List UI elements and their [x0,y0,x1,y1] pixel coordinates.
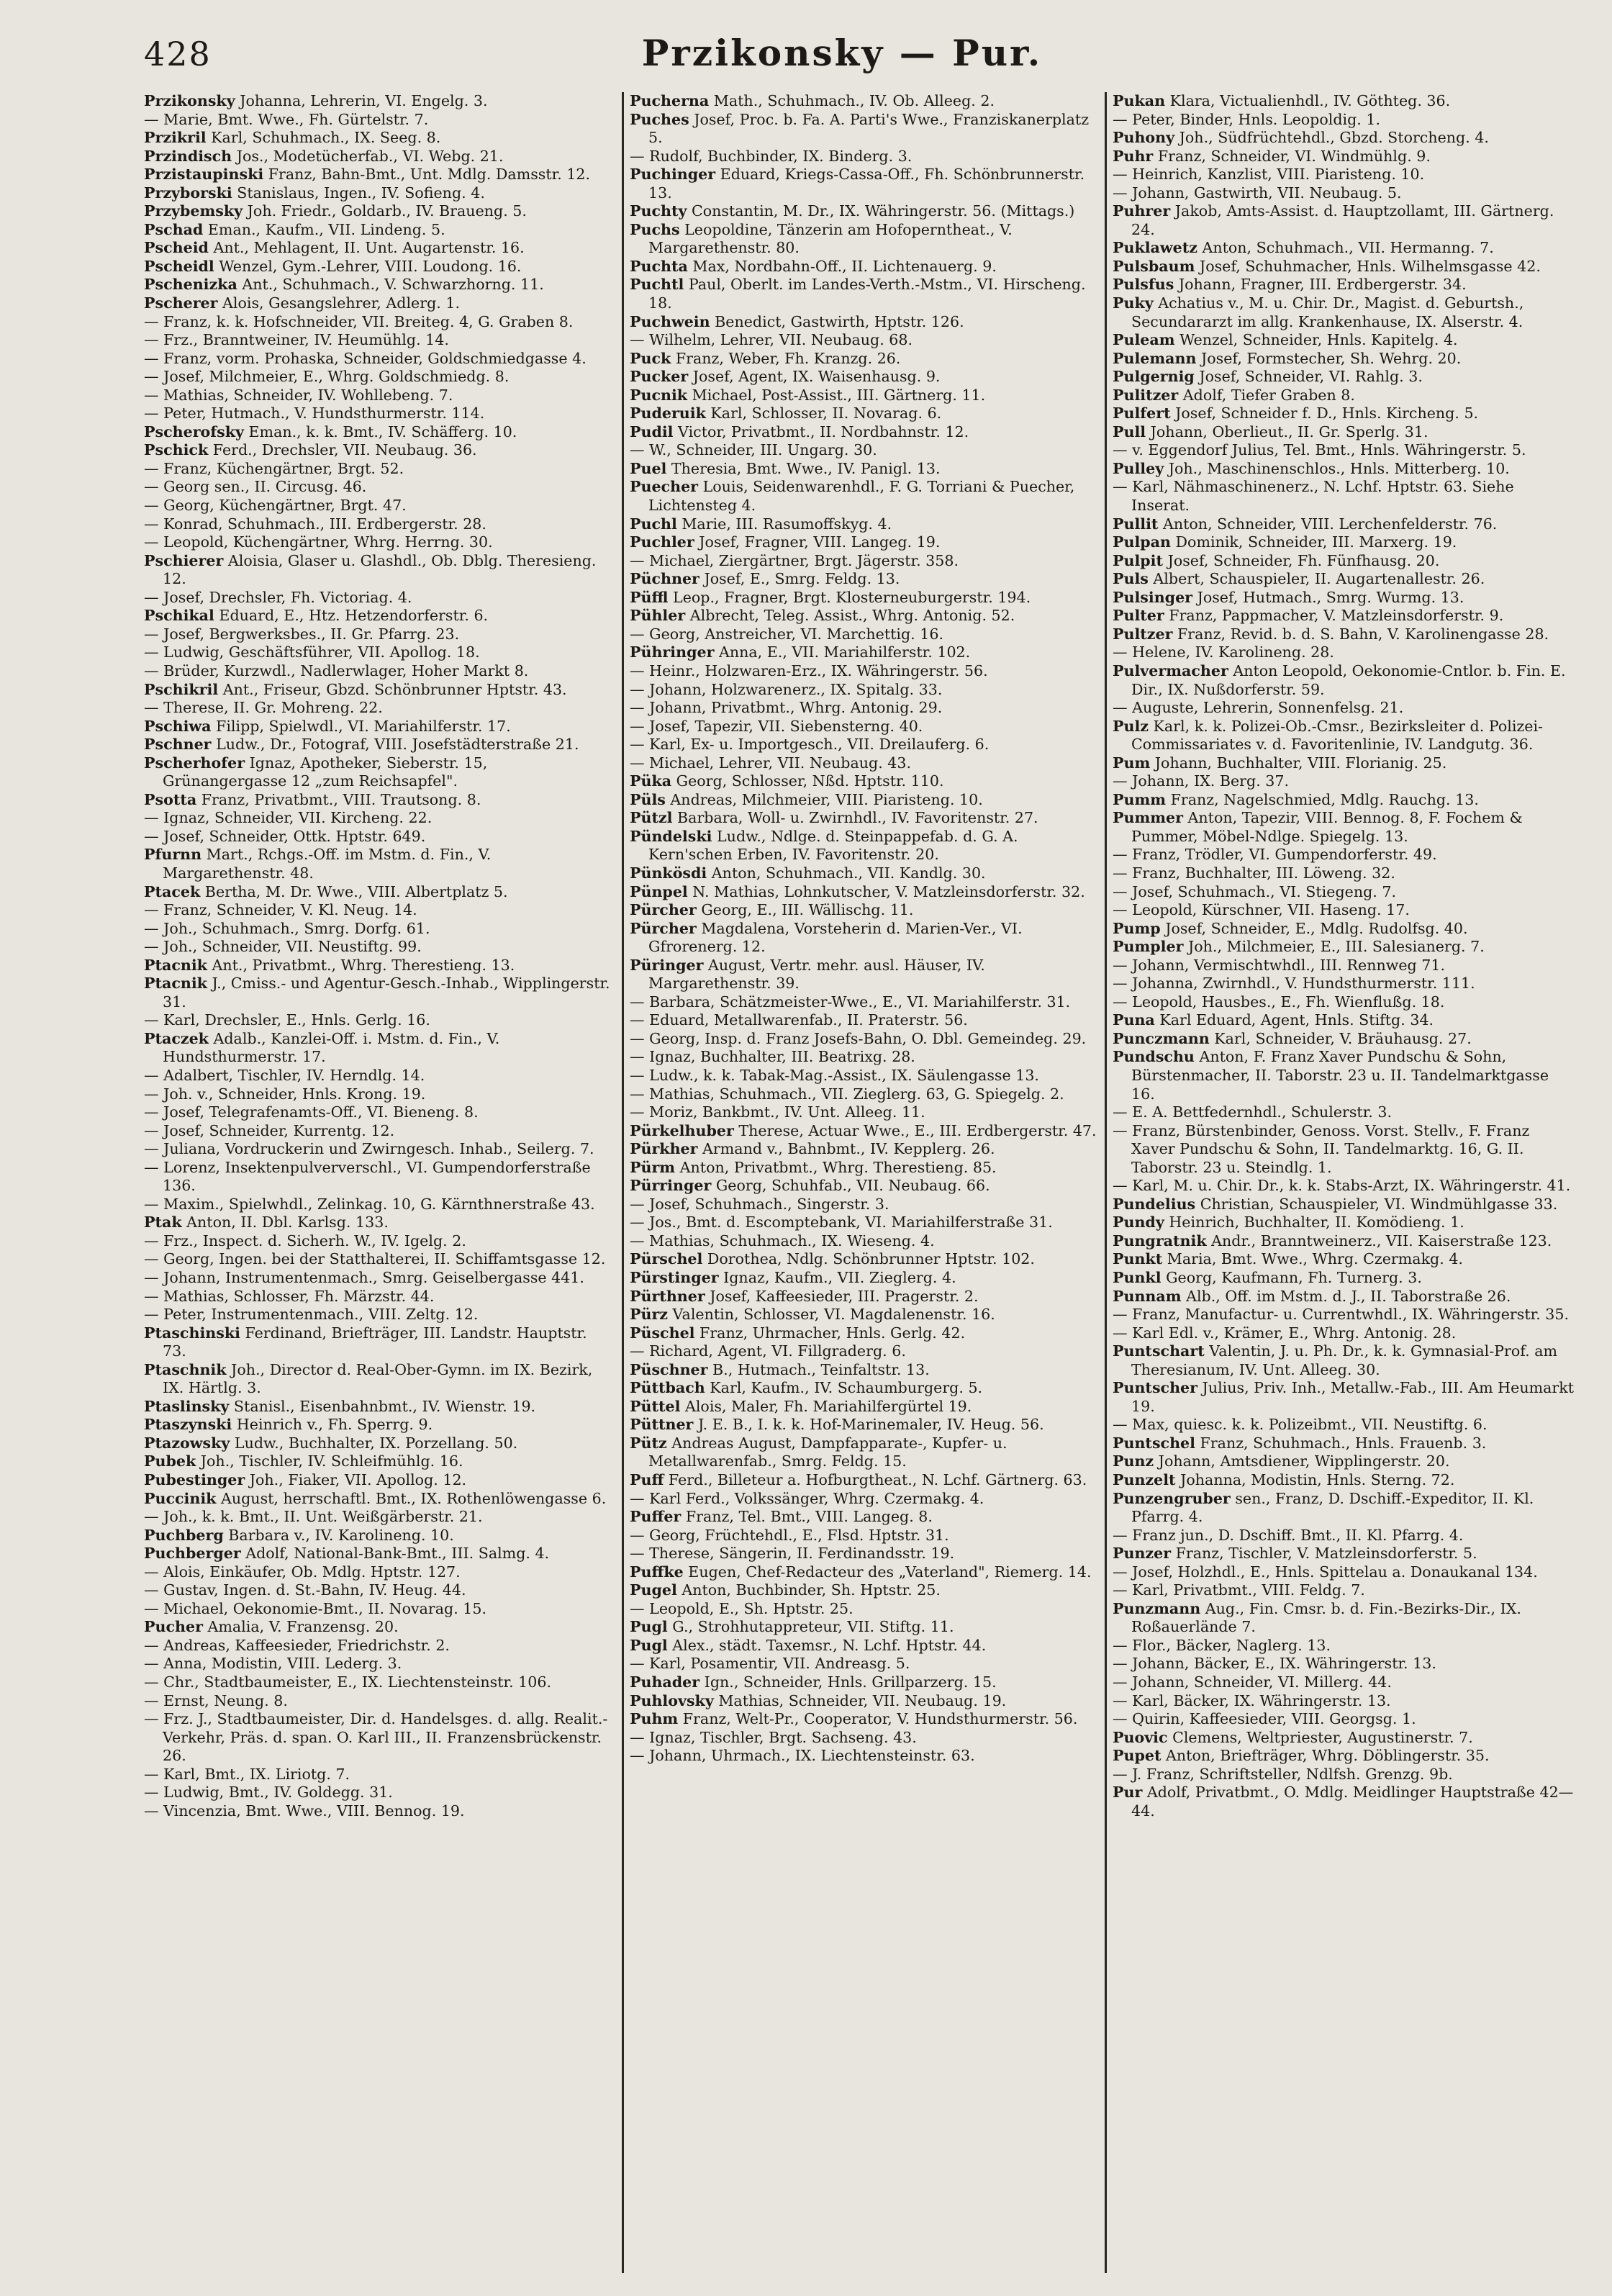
directory-entry: Ptacnik J., Cmiss.- und Agentur-Gesch.-Inhab., Wipplingerstr. 31. [144,975,610,1011]
directory-entry: — Frz., Inspect. d. Sicherh. W., IV. Igelg. 2. [144,1231,466,1249]
directory-entry: Puhony Joh., Südfrüchtehdl., Gbzd. Storcheng. 4. [1113,129,1489,147]
directory-entry: Pscherofsky Eman., k. k. Bmt., IV. Schäfferg. 10. [144,422,517,440]
directory-entry: Ptaszynski Heinrich v., Fh. Sperrg. 9. [144,1416,433,1434]
directory-entry: Pscheidl Wenzel, Gym.-Lehrer, VIII. Loudong. 16. [144,257,522,275]
directory-entry: Puffke Eugen, Chef-Redacteur des „Vaterland", Riemerg. 14. [630,1563,1092,1581]
directory-entry: — Karl, Privatbmt., VIII. Feldg. 7. [1113,1581,1365,1599]
directory-entry: — Jos., Bmt. d. Escomptebank, VI. Mariahilferstraße 31. [630,1213,1053,1231]
directory-entry: Punkl Georg, Kaufmann, Fh. Turnerg. 3. [1113,1269,1422,1286]
directory-entry: Punz Johann, Amtsdiener, Wipplingerstr. 20. [1113,1452,1450,1470]
directory-entry: — Josef, Schuhmach., Singerstr. 3. [630,1195,889,1213]
directory-entry: — Karl, Posamentir, VII. Andreasg. 5. [630,1655,910,1673]
directory-entry: — Johann, Gastwirth, VII. Neubaug. 5. [1113,184,1402,202]
directory-entry: — Josef, Telegrafenamts-Off., VI. Bieneng. 8. [144,1103,479,1121]
directory-entry: — Leopold, Hausbes., E., Fh. Wienflußg. 18. [1113,993,1445,1011]
directory-entry: — Karl, Bäcker, IX. Währingerstr. 13. [1113,1691,1391,1709]
directory-entry: Pschick Ferd., Drechsler, VII. Neubaug. 36. [144,441,477,459]
directory-entry: — Johann, Uhrmach., IX. Liechtensteinstr. 63. [630,1747,975,1765]
directory-entry: — Barbara, Schätzmeister-Wwe., E., VI. Mariahilferstr. 31. [630,993,1071,1011]
directory-entry: — Joh., Schuhmach., Smrg. Dorfg. 61. [144,919,430,937]
directory-entry: Pumpler Joh., Milchmeier, E., III. Salesianerg. 7. [1113,938,1485,956]
directory-entry: — Franz jun., D. Dschiff. Bmt., II. Kl. Pfarrg. 4. [1113,1526,1464,1544]
directory-entry: — Andreas, Kaffeesieder, Friedrichstr. 2. [144,1636,450,1654]
directory-entry: — Richard, Agent, VI. Fillgraderg. 6. [630,1342,906,1360]
directory-entry: Puches Josef, Proc. b. Fa. A. Parti's Wwe., Franziskanerplatz 5. [630,110,1090,147]
directory-entry: — Josef, Tapezir, VII. Siebensterng. 40. [630,717,923,735]
directory-entry: Puchtl Paul, Oberlt. im Landes-Verth.-Mstm., VI. Hirscheng. 18. [630,276,1086,312]
directory-column-right [1105,92,1576,2273]
directory-entry: Pummer Anton, Tapezir, VIII. Bennog. 8, F. Fochem & Pummer, Möbel-Ndlge. Spiegelg. 13. [1113,809,1523,845]
directory-entry: — Mathias, Schuhmach., VII. Zieglerg. 63, G. Spiegelg. 2. [630,1085,1064,1103]
directory-entry: — Leopold, E., Sh. Hptstr. 25. [630,1599,853,1617]
directory-entry: — Gustav, Ingen. d. St.-Bahn, IV. Heug. 44. [144,1581,466,1599]
directory-entry: — Alois, Einkäufer, Ob. Mdlg. Hptstr. 127. [144,1563,461,1581]
directory-entry: Pucherna Math., Schuhmach., IV. Ob. Alleeg. 2. [630,92,995,109]
directory-entry: Ptaschinski Ferdinand, Briefträger, III. Landstr. Hauptstr. 73. [144,1324,587,1360]
directory-entry: Puovic Clemens, Weltpriester, Augustinerstr. 7. [1113,1728,1473,1746]
directory-entry: Puffer Franz, Tel. Bmt., VIII. Langeg. 8. [630,1508,933,1526]
directory-entry: Puna Karl Eduard, Agent, Hnls. Stiftg. 34. [1113,1011,1434,1029]
directory-column-left [144,92,615,2273]
directory-entry: Püringer August, Vertr. mehr. ausl. Häuser, IV. Margarethenstr. 39. [630,956,985,993]
directory-entry: — Karl Ferd., Volkssänger, Whrg. Czermakg. 4. [630,1489,984,1507]
directory-entry: — Georg, Küchengärtner, Brgt. 47. [144,497,407,515]
directory-entry: — Marie, Bmt. Wwe., Fh. Gürtelstr. 7. [144,110,429,128]
directory-entry: Pultzer Franz, Revid. b. d. S. Bahn, V. Karolinengasse 28. [1113,625,1549,643]
directory-entry: — Johann, IX. Berg. 37. [1113,772,1290,790]
directory-entry: Puchl Marie, III. Rasumoffskyg. 4. [630,515,892,533]
directory-entry: — Johann, Bäcker, E., IX. Währingerstr. 13. [1113,1655,1436,1673]
directory-entry: Pürz Valentin, Schlosser, VI. Magdalenenstr. 16. [630,1306,995,1324]
directory-entry: — Brüder, Kurzwdl., Nadlerwlager, Hoher Markt 8. [144,661,529,679]
directory-entry: Pulsinger Josef, Hutmach., Smrg. Wurmg. 13. [1113,588,1464,606]
directory-entry: Punnam Alb., Off. im Mstm. d. J., II. Taborstraße 26. [1113,1287,1511,1305]
directory-entry: Ptaczek Adalb., Kanzlei-Off. i. Mstm. d. Fin., V. Hundsthurmerstr. 17. [144,1029,500,1066]
directory-entry: Pugel Anton, Buchbinder, Sh. Hptstr. 25. [630,1581,941,1599]
directory-column-middle [622,92,1098,2273]
directory-entry: — Josef, Schneider, Ottk. Hptstr. 649. [144,827,426,845]
directory-entry: Puchty Constantin, M. Dr., IX. Währingerstr. 56. (Mittags.) [630,202,1075,220]
directory-entry: — Josef, Milchmeier, E., Whrg. Goldschmiedg. 8. [144,368,510,386]
directory-entry: Puntschel Franz, Schuhmach., Hnls. Frauenb. 3. [1113,1434,1487,1452]
directory-entry: — Josef, Bergwerksbes., II. Gr. Pfarrg. 23. [144,625,460,643]
directory-entry: — Leopold, Kürschner, VII. Haseng. 17. [1113,901,1410,919]
directory-entry: Pürschel Dorothea, Ndlg. Schönbrunner Hptstr. 102. [630,1250,1035,1268]
directory-entry: Pupet Anton, Briefträger, Whrg. Döblingerstr. 35. [1113,1747,1490,1765]
directory-entry: — Michael, Ziergärtner, Brgt. Jägerstr. 358. [630,551,959,569]
directory-entry: — Karl, M. u. Chir. Dr., k. k. Stabs-Arzt, IX. Währingerstr. 41. [1113,1177,1571,1195]
directory-entry: Pschiwa Filipp, Spielwdl., VI. Mariahilferstr. 17. [144,717,511,735]
page-number: 428 [144,35,212,73]
directory-entry: Püka Georg, Schlosser, Nßd. Hptstr. 110. [630,772,944,790]
directory-entry: Pulsfus Johann, Fragner, III. Erdbergerstr. 34. [1113,276,1467,294]
directory-entry: — Juliana, Vordruckerin und Zwirngesch. Inhab., Seilerg. 7. [144,1140,594,1158]
directory-entry: — Karl, Ex- u. Importgesch., VII. Dreilauferg. 6. [630,736,990,754]
directory-entry: Pschierer Aloisia, Glaser u. Glashdl., Ob. Dblg. Theresieng. 12. [144,551,597,588]
directory-entry: Pschenizka Ant., Schuhmach., V. Schwarzhorng. 11. [144,276,544,294]
directory-entry: — Maxim., Spielwhdl., Zelinkag. 10, G. Kärnthnerstraße 43. [144,1195,595,1213]
directory-entry: — Konrad, Schuhmach., III. Erdbergerstr. 28. [144,515,486,533]
directory-entry: Pubek Joh., Tischler, IV. Schleifmühlg. 16. [144,1452,463,1470]
directory-entry: Przybemsky Joh. Friedr., Goldarb., IV. Braueng. 5. [144,202,527,220]
directory-entry: — Therese, II. Gr. Mohreng. 22. [144,699,383,717]
directory-entry: Püchner Josef, E., Smrg. Feldg. 13. [630,570,900,588]
directory-entry: Pulvermacher Anton Leopold, Oekonomie-Cntlor. b. Fin. E. Dir., IX. Nußdorferstr. 59. [1113,661,1566,698]
directory-entry: Puchinger Eduard, Kriegs-Cassa-Off., Fh. Schönbrunnerstr. 13. [630,166,1085,202]
directory-entry: — Max, quiesc. k. k. Polizeibmt., VII. Neustiftg. 6. [1113,1416,1488,1434]
directory-entry: — Frz., Branntweiner, IV. Heumühlg. 14. [144,331,449,349]
directory-entry: — Eduard, Metallwarenfab., II. Praterstr. 56. [630,1011,968,1029]
directory-entry: Ptak Anton, II. Dbl. Karlsg. 133. [144,1213,389,1231]
directory-entry: — Peter, Binder, Hnls. Leopoldig. 1. [1113,110,1381,128]
directory-entry: Puchberg Barbara v., IV. Karolineng. 10. [144,1526,454,1544]
directory-entry: Przikril Karl, Schuhmach., IX. Seeg. 8. [144,129,441,147]
directory-entry: Punzengruber sen., Franz, D. Dschiff.-Expeditor, II. Kl. Pfarrg. 4. [1113,1489,1534,1526]
directory-entry: Pumm Franz, Nagelschmied, Mdlg. Rauchg. 13. [1113,790,1479,808]
directory-entry: — Ignaz, Tischler, Brgt. Sachseng. 43. [630,1728,917,1746]
directory-entry: Puhader Ign., Schneider, Hnls. Grillparzerg. 15. [630,1673,997,1691]
directory-entry: Püttel Alois, Maler, Fh. Mariahilfergürtel 19. [630,1397,972,1415]
directory-entry: Przistaupinski Franz, Bahn-Bmt., Unt. Mdlg. Damsstr. 12. [144,166,591,184]
directory-entry: — Johann, Holzwarenerz., IX. Spitalg. 33. [630,680,943,698]
directory-entry: — Rudolf, Buchbinder, IX. Binderg. 3. [630,147,913,165]
directory-entry: Puchta Max, Nordbahn-Off., II. Lichtenauerg. 9. [630,257,997,275]
directory-entry: — Georg sen., II. Circusg. 46. [144,478,367,496]
directory-entry: — Moriz, Bankbmt., IV. Unt. Alleeg. 11. [630,1103,925,1121]
directory-entry: Punczmann Karl, Schneider, V. Bräuhausg. 27. [1113,1029,1472,1047]
directory-entry: Pulz Karl, k. k. Polizei-Ob.-Cmsr., Bezirksleiter d. Polizei-Commissariates v. d. Favoritenlinie, IV. Landgutg. 36. [1113,717,1543,754]
directory-entry: Pürthner Josef, Kaffeesieder, III. Pragerstr. 2. [630,1287,979,1305]
directory-entry: Pullit Anton, Schneider, VIII. Lerchenfelderstr. 76. [1113,515,1498,533]
directory-entry: Pündelski Ludw., Ndlge. d. Steinpappefab. d. G. A. Kern'schen Erben, IV. Favoritenstr. 20. [630,827,1018,864]
directory-entry: Puls Albert, Schauspieler, II. Augartenallestr. 26. [1113,570,1485,588]
directory-entry: Pugl G., Strohhutappreteur, VII. Stiftg. 11. [630,1618,954,1636]
directory-entry: — Frz. J., Stadtbaumeister, Dir. d. Handelsges. d. allg. Realit.-Verkehr, Präs. d. span. O. Karl III., II. Franzensbrückenstr. 26. [144,1710,608,1765]
directory-entry: — Franz, Trödler, VI. Gumpendorferstr. 49. [1113,846,1437,864]
directory-entry: Punkt Maria, Bmt. Wwe., Whrg. Czermakg. 4. [1113,1250,1463,1268]
directory-entry: Pull Johann, Oberlieut., II. Gr. Sperlg. 31. [1113,422,1428,440]
directory-entry: Pützl Barbara, Woll- u. Zwirnhdl., IV. Favoritenstr. 27. [630,809,1038,827]
directory-entry: Puecher Louis, Seidenwarenhdl., F. G. Torriani & Puecher, Lichtensteg 4. [630,478,1075,515]
directory-columns [144,92,1576,2273]
directory-entry: Pulter Franz, Pappmacher, V. Matzleinsdorferstr. 9. [1113,607,1504,625]
directory-entry: Pütz Andreas August, Dampfapparate-, Kupfer- u. Metallwarenfab., Smrg. Feldg. 15. [630,1434,1008,1470]
directory-entry: Punzer Franz, Tischler, V. Matzleinsdorferstr. 5. [1113,1545,1477,1563]
directory-entry: — Karl, Drechsler, E., Hnls. Gerlg. 16. [144,1011,430,1029]
directory-entry: — Karl, Bmt., IX. Liriotg. 7. [144,1765,350,1783]
directory-entry: Pürcher Magdalena, Vorsteherin d. Marien-Ver., VI. Gfrorenerg. 12. [630,919,1023,956]
directory-entry: Puchwein Benedict, Gastwirth, Hptstr. 126. [630,312,964,330]
directory-entry: Pulitzer Adolf, Tiefer Graben 8. [1113,386,1355,404]
directory-entry: Puderuik Karl, Schlosser, II. Novarag. 6. [630,404,942,422]
directory-entry: — Joh., Schneider, VII. Neustiftg. 99. [144,938,422,956]
directory-entry: Pschner Ludw., Dr., Fotograf, VIII. Josefstädterstraße 21. [144,736,579,754]
directory-entry: Pudil Victor, Privatbmt., II. Nordbahnstr. 12. [630,422,969,440]
directory-entry: — Chr., Stadtbaumeister, E., IX. Liechtensteinstr. 106. [144,1673,552,1691]
directory-entry: — Wilhelm, Lehrer, VII. Neubaug. 68. [630,331,913,349]
directory-entry: Püttbach Karl, Kaufm., IV. Schaumburgerg. 5. [630,1379,983,1397]
directory-entry: Püffl Leop., Fragner, Brgt. Klosterneuburgerstr. 194. [630,588,1031,606]
directory-entry: Pulpan Dominik, Schneider, III. Marxerg. 19. [1113,533,1457,551]
directory-entry: — Ludwig, Geschäftsführer, VII. Apollog. 18. [144,643,480,661]
directory-entry: Pünpel N. Mathias, Lohnkutscher, V. Matzleinsdorferstr. 32. [630,882,1085,900]
directory-entry: Puchler Josef, Fragner, VIII. Langeg. 19. [630,533,941,551]
directory-entry: — Johann, Instrumentenmach., Smrg. Geiselbergasse 441. [144,1269,584,1286]
directory-entry: — Lorenz, Insektenpulververschl., VI. Gumpendorferstraße 136. [144,1158,591,1195]
directory-entry: — Ignaz, Buchhalter, III. Beatrixg. 28. [630,1048,915,1066]
directory-entry: Pschikal Eduard, E., Htz. Hetzendorferstr. 6. [144,607,489,625]
directory-entry: Puhm Franz, Welt-Pr., Cooperator, V. Hundsthurmerstr. 56. [630,1710,1078,1728]
directory-entry: Pucker Josef, Agent, IX. Waisenhausg. 9. [630,368,941,386]
directory-entry: — Johanna, Zwirnhdl., V. Hundsthurmerstr. 111. [1113,975,1475,993]
directory-entry: Punzelt Johanna, Modistin, Hnls. Sterng. 72. [1113,1471,1455,1489]
directory-entry: — Franz, vorm. Prohaska, Schneider, Goldschmiedgasse 4. [144,349,587,367]
directory-entry: — Auguste, Lehrerin, Sonnenfelsg. 21. [1113,699,1404,717]
directory-entry: — Mathias, Schlosser, Fh. Märzstr. 44. [144,1287,435,1305]
directory-entry: Pundschu Anton, F. Franz Xaver Pundschu & Sohn, Bürstenmacher, II. Taborstr. 23 u. II. Tandelmarktgasse 16. [1113,1048,1549,1103]
directory-entry: Puhrer Jakob, Amts-Assist. d. Hauptzollamt, III. Gärtnerg. 24. [1113,202,1554,238]
directory-entry: — Adalbert, Tischler, IV. Herndlg. 14. [144,1066,425,1084]
directory-entry: Pürm Anton, Privatbmt., Whrg. Therestieng. 85. [630,1158,997,1176]
directory-entry: — v. Eggendorf Julius, Tel. Bmt., Hnls. Währingerstr. 5. [1113,441,1526,459]
directory-entry: — Mathias, Schuhmach., IX. Wieseng. 4. [630,1231,935,1249]
directory-entry: Pünkösdi Anton, Schuhmach., VII. Kandlg. 30. [630,864,986,882]
directory-entry: — Joh., k. k. Bmt., II. Unt. Weißgärberstr. 21. [144,1508,483,1526]
directory-entry: — Ludw., k. k. Tabak-Mag.-Assist., IX. Säulengasse 13. [630,1066,1039,1084]
directory-entry: Pucnik Michael, Post-Assist., III. Gärtnerg. 11. [630,386,986,404]
directory-entry: Puhlovsky Mathias, Schneider, VII. Neubaug. 19. [630,1691,1007,1709]
directory-entry: Puleam Wenzel, Schneider, Hnls. Kapitelg. 4. [1113,331,1458,349]
directory-entry: — Anna, Modistin, VIII. Lederg. 3. [144,1655,402,1673]
directory-entry: Puntscher Julius, Priv. Inh., Metallw.-Fab., III. Am Heumarkt 19. [1113,1379,1574,1415]
directory-entry: Püschel Franz, Uhrmacher, Hnls. Gerlg. 42. [630,1324,966,1342]
directory-entry: — Heinr., Holzwaren-Erz., IX. Währingerstr. 56. [630,661,988,679]
directory-entry: Przikonsky Johanna, Lehrerin, VI. Engelg. 3. [144,92,488,109]
directory-entry: — Michael, Lehrer, VII. Neubaug. 43. [630,754,912,772]
directory-entry: Psotta Franz, Privatbmt., VIII. Trautsong. 8. [144,790,481,808]
directory-entry: Pscheid Ant., Mehlagent, II. Unt. Augartenstr. 16. [144,239,525,257]
directory-entry: Pfurnn Mart., Rchgs.-Off. im Mstm. d. Fin., V. Margarethenstr. 48. [144,846,492,882]
directory-entry: Pulfert Josef, Schneider f. D., Hnls. Kircheng. 5. [1113,404,1479,422]
directory-entry: Puff Ferd., Billeteur a. Hofburgtheat., N. Lchf. Gärtnerg. 63. [630,1471,1087,1489]
directory-entry: — Franz, Bürstenbinder, Genoss. Vorst. Stellv., F. Franz Xaver Pundschu & Sohn, II. Tandelmarktg. 16, G. II. Taborstr. 23 u. Steindlg. 1. [1113,1121,1530,1176]
directory-entry: — Johann, Privatbmt., Whrg. Antonig. 29. [630,699,943,717]
directory-entry: Puhr Franz, Schneider, VI. Windmühlg. 9. [1113,147,1431,165]
directory-entry: — Michael, Oekonomie-Bmt., II. Novarag. 15. [144,1599,487,1617]
directory-entry: — Joh. v., Schneider, Hnls. Krong. 19. [144,1085,426,1103]
directory-entry: Pulpit Josef, Schneider, Fh. Fünfhausg. 20. [1113,551,1440,569]
directory-entry: Pschad Eman., Kaufm., VII. Lindeng. 5. [144,220,445,238]
directory-entry: Puchs Leopoldine, Tänzerin am Hofoperntheat., V. Margarethenstr. 80. [630,220,1013,257]
directory-entry: Pürringer Georg, Schuhfab., VII. Neubaug. 66. [630,1177,990,1195]
directory-entry: Przyborski Stanislaus, Ingen., IV. Sofieng. 4. [144,184,485,202]
directory-entry: — Josef, Holzhdl., E., Hnls. Spittelau a. Donaukanal 134. [1113,1563,1538,1581]
directory-entry: — E. A. Bettfedernhdl., Schulerstr. 3. [1113,1103,1393,1121]
directory-entry: Pürcher Georg, E., III. Wällischg. 11. [630,901,914,919]
directory-entry: — Johann, Schneider, VI. Millerg. 44. [1113,1673,1392,1691]
directory-entry: — Franz, Manufactur- u. Currentwhdl., IX. Währingerstr. 35. [1113,1306,1570,1324]
page-header [137,32,1547,78]
directory-entry: — Quirin, Kaffeesieder, VIII. Georgsg. 1. [1113,1710,1416,1728]
directory-entry: — Flor., Bäcker, Naglerg. 13. [1113,1636,1331,1654]
directory-entry: Pürstinger Ignaz, Kaufm., VII. Zieglerg. 4. [630,1269,956,1286]
directory-entry: Ptacnik Ant., Privatbmt., Whrg. Therestieng. 13. [144,956,515,974]
directory-entry: Puel Theresia, Bmt. Wwe., IV. Panigl. 13. [630,459,941,477]
directory-entry: Puky Achatius v., M. u. Chir. Dr., Magist. d. Geburtsh., Secundararzt im allg. Krankenhause, IX. Alserstr. 4. [1113,294,1524,330]
directory-entry: — Georg, Ingen. bei der Statthalterei, II. Schiffamtsgasse 12. [144,1250,606,1268]
directory-entry: Pum Johann, Buchhalter, VIII. Florianig. 25. [1113,754,1447,772]
directory-entry: — Peter, Hutmach., V. Hundsthurmerstr. 114. [144,404,485,422]
directory-entry: — Georg, Früchtehdl., E., Flsd. Hptstr. 31. [630,1526,949,1544]
directory-entry: Punzmann Aug., Fin. Cmsr. b. d. Fin.-Bezirks-Dir., IX. Roßauerlände 7. [1113,1599,1521,1636]
directory-entry: Puchberger Adolf, National-Bank-Bmt., III. Salmg. 4. [144,1545,550,1563]
directory-entry: — Ignaz, Schneider, VII. Kircheng. 22. [144,809,433,827]
directory-entry: Pur Adolf, Privatbmt., O. Mdlg. Meidlinger Hauptstraße 42—44. [1113,1784,1574,1820]
directory-entry: Pucher Amalia, V. Franzensg. 20. [144,1618,399,1636]
directory-entry: — Helene, IV. Karolineng. 28. [1113,643,1334,661]
directory-entry: Pscherhofer Ignaz, Apotheker, Sieberstr. 15, Grünangergasse 12 „zum Reichsapfel". [144,754,488,790]
directory-entry: Puklawetz Anton, Schuhmach., VII. Hermanng. 7. [1113,239,1494,257]
directory-entry: — Josef, Schuhmach., VI. Stiegeng. 7. [1113,882,1397,900]
directory-entry: Pulemann Josef, Formstecher, Sh. Wehrg. 20. [1113,349,1462,367]
directory-entry: Ptaslinsky Stanisl., Eisenbahnbmt., IV. Wienstr. 19. [144,1397,536,1415]
directory-entry: — Josef, Schneider, Kurrentg. 12. [144,1121,395,1139]
directory-entry: — Therese, Sängerin, II. Ferdinandsstr. 19. [630,1545,955,1563]
directory-entry: — J. Franz, Schriftsteller, Ndlfsh. Grenzg. 9b. [1113,1765,1453,1783]
directory-entry: Pühringer Anna, E., VII. Mariahilferstr. 102. [630,643,971,661]
directory-entry: — Peter, Instrumentenmach., VIII. Zeltg. 12. [144,1306,479,1324]
directory-entry: — Mathias, Schneider, IV. Wohllebeng. 7. [144,386,453,404]
directory-entry: Puntschart Valentin, J. u. Ph. Dr., k. k. Gymnasial-Prof. am Theresianum, IV. Unt. Alleeg. 30. [1113,1342,1558,1378]
directory-entry: Pukan Klara, Victualienhdl., IV. Göthteg. 36. [1113,92,1451,109]
directory-entry: — Ernst, Neung. 8. [144,1691,288,1709]
directory-entry: — Karl Edl. v., Krämer, E., Whrg. Antonig. 28. [1113,1324,1457,1342]
directory-entry: Püschner B., Hutmach., Teinfaltstr. 13. [630,1360,930,1378]
directory-entry: Pscherer Alois, Gesangslehrer, Adlerg. 1. [144,294,460,312]
directory-entry: — Johann, Vermischtwhdl., III. Rennweg 71. [1113,956,1446,974]
directory-entry: Pungratnik Andr., Branntweinerz., VII. Kaiserstraße 123. [1113,1231,1552,1249]
directory-entry: Pürkelhuber Therese, Actuar Wwe., E., III. Erdbergerstr. 47. [630,1121,1097,1139]
directory-entry: — Georg, Anstreicher, VI. Marchettig. 16. [630,625,944,643]
directory-entry: — Heinrich, Kanzlist, VIII. Piaristeng. 10. [1113,166,1425,184]
directory-entry: Pundy Heinrich, Buchhalter, II. Komödieng. 1. [1113,1213,1464,1231]
directory-entry: Pürkher Armand v., Bahnbmt., IV. Kepplerg. 26. [630,1140,995,1158]
directory-entry: Püls Andreas, Milchmeier, VIII. Piaristeng. 10. [630,790,983,808]
directory-entry: Pundelius Christian, Schauspieler, VI. Windmühlgasse 33. [1113,1195,1558,1213]
directory-entry: Ptazowsky Ludw., Buchhalter, IX. Porzellang. 50. [144,1434,518,1452]
directory-entry: Pschikril Ant., Friseur, Gbzd. Schönbrunner Hptstr. 43. [144,680,567,698]
directory-entry: — Ludwig, Bmt., IV. Goldegg. 31. [144,1784,393,1802]
directory-entry: Pulgernig Josef, Schneider, VI. Rahlg. 3. [1113,368,1423,386]
directory-entry: Pugl Alex., städt. Taxemsr., N. Lchf. Hptstr. 44. [630,1636,987,1654]
directory-entry: — Franz, k. k. Hofschneider, VII. Breiteg. 4, G. Graben 8. [144,312,574,330]
directory-entry: — Franz, Küchengärtner, Brgt. 52. [144,459,404,477]
directory-entry: — Franz, Schneider, V. Kl. Neug. 14. [144,901,417,919]
directory-entry: — Leopold, Küchengärtner, Whrg. Herrng. 30. [144,533,493,551]
directory-entry: Pump Josef, Schneider, E., Mdlg. Rudolfsg. 40. [1113,919,1468,937]
directory-entry: Pühler Albrecht, Teleg. Assist., Whrg. Antonig. 52. [630,607,1015,625]
directory-entry: — Franz, Buchhalter, III. Löweng. 32. [1113,864,1395,882]
directory-entry: Pulley Joh., Maschinenschlos., Hnls. Mitterberg. 10. [1113,459,1510,477]
directory-entry: Pulsbaum Josef, Schuhmacher, Hnls. Wilhelmsgasse 42. [1113,257,1541,275]
directory-entry: — Georg, Insp. d. Franz Josefs-Bahn, O. Dbl. Gemeindeg. 29. [630,1029,1087,1047]
directory-entry: Ptaschnik Joh., Director d. Real-Ober-Gymn. im IX. Bezirk, IX. Härtlg. 3. [144,1360,593,1397]
directory-entry: Przindisch Jos., Modetücherfab., VI. Webg. 21. [144,147,504,165]
directory-entry: — Karl, Nähmaschinenerz., N. Lchf. Hptstr. 63. Siehe Inserat. [1113,478,1514,515]
directory-entry: Ptacek Bertha, M. Dr. Wwe., VIII. Albertplatz 5. [144,882,508,900]
running-title: Przikonsky — Pur. [641,32,1043,74]
directory-entry: — Josef, Drechsler, Fh. Victoriag. 4. [144,588,412,606]
directory-entry: Puccinik August, herrschaftl. Bmt., IX. Rothenlöwengasse 6. [144,1489,607,1507]
directory-entry: Püttner J. E. B., I. k. k. Hof-Marinemaler, IV. Heug. 56. [630,1416,1044,1434]
directory-entry: Pubestinger Joh., Fiaker, VII. Apollog. 12. [144,1471,467,1489]
directory-entry: — W., Schneider, III. Ungarg. 30. [630,441,877,459]
directory-entry: Puck Franz, Weber, Fh. Kranzg. 26. [630,349,901,367]
directory-entry: — Vincenzia, Bmt. Wwe., VIII. Bennog. 19. [144,1802,465,1820]
